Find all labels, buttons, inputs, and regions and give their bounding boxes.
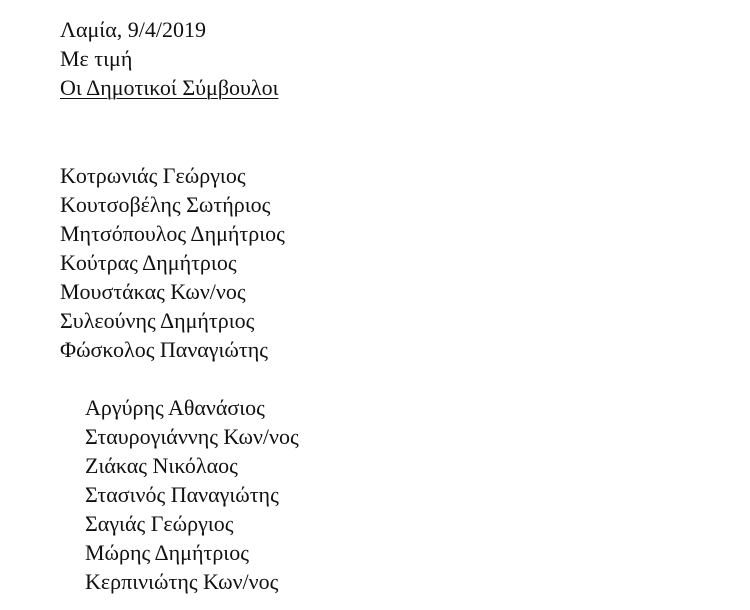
signatory-list-1 <box>60 161 285 364</box>
signatory-name: Κουτσοβέλης Σωτήριος <box>60 192 271 217</box>
signatory-name: Μουστάκας Κων/νος <box>60 279 246 304</box>
signatory-name: Κοτρωνιάς Γεώργιος <box>60 163 246 188</box>
signatory-name: Ζιάκας Νικόλαος <box>85 453 238 478</box>
closing-phrase: Με τιμή <box>60 46 133 71</box>
signatory-name: Κούτρας Δημήτριος <box>60 250 237 275</box>
signatory-name: Φώσκολος Παναγιώτης <box>60 337 268 362</box>
signatory-name: Σαγιάς Γεώργιος <box>85 511 234 536</box>
letter-header <box>60 15 279 102</box>
signatory-name: Αργύρης Αθανάσιος <box>85 395 265 420</box>
signatories-title: Οι Δημοτικοί Σύμβουλοι <box>60 75 279 100</box>
signatory-name: Μώρης Δημήτριος <box>85 540 249 565</box>
signatory-name: Στασινός Παναγιώτης <box>85 482 279 507</box>
signatory-name: Κερπινιώτης Κων/νος <box>85 569 279 594</box>
signatory-list-2 <box>85 393 299 596</box>
signatory-name: Συλεούνης Δημήτριος <box>60 308 255 333</box>
signatory-name: Μητσόπουλος Δημήτριος <box>60 221 285 246</box>
signatory-name: Σταυρογιάννης Κων/νος <box>85 424 299 449</box>
place-date: Λαμία, 9/4/2019 <box>60 17 206 42</box>
